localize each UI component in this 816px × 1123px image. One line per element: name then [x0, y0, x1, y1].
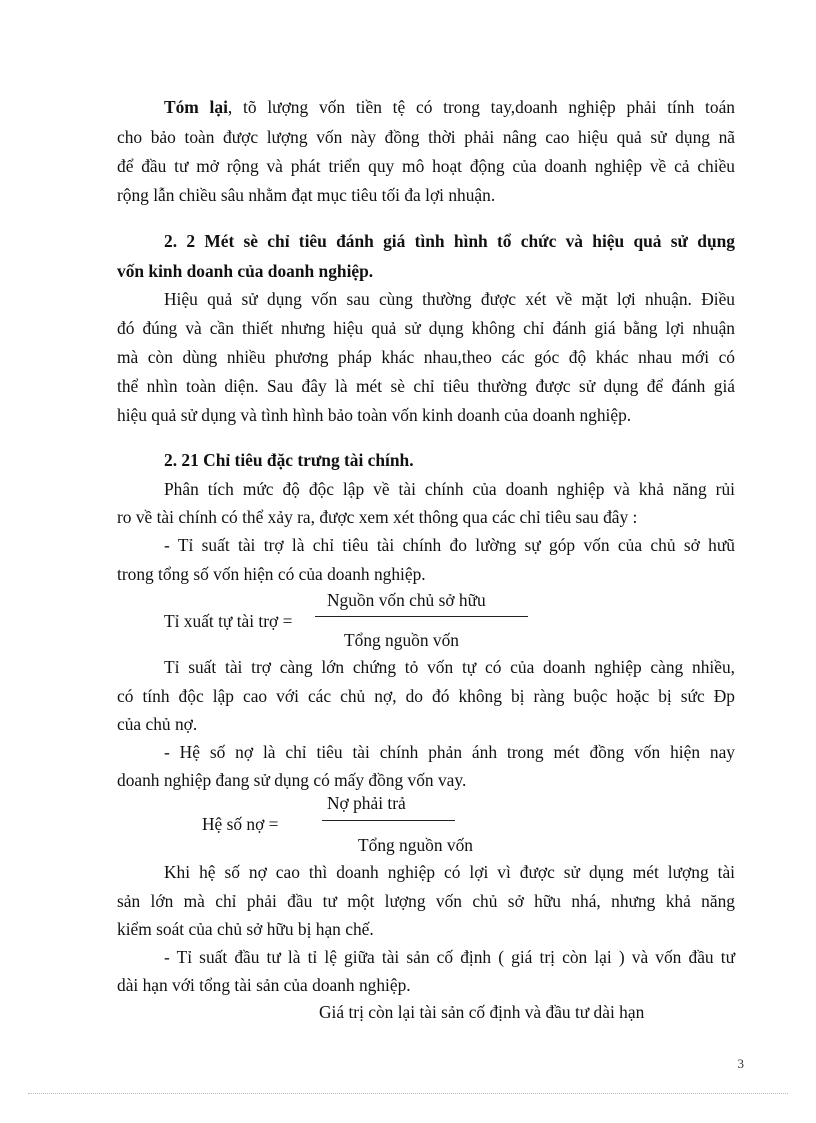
paragraph-2-line-1: Hiệu quả sử dụng vốn sau cùng thường được xét về mặt lợi nhuận. Điều — [164, 289, 735, 309]
paragraph-5-line-1: Khi hệ số nợ cao thì doanh nghiệp có lợi vì được sử dụng mét lượng tài — [164, 862, 735, 882]
formula-1-denominator: Tổng nguồn vốn — [344, 630, 459, 650]
section-heading-2-2-line-1: 2. 2 Mét sè chỉ tiêu đánh giá tình hình tổ chức và hiệu quả sử dụng — [164, 231, 735, 251]
paragraph-4-line-1: Tỉ suất tài trợ càng lớn chứng tỏ vốn tự có của doanh nghiệp càng nhiều, — [164, 657, 735, 677]
formula-2-numerator: Nợ phải trả — [327, 793, 406, 813]
paragraph-2-line-2: đó đúng và cần thiết nhưng hiệu quả sử dụng không chỉ đánh giá bằng lợi nhuận — [117, 318, 735, 338]
paragraph-4-line-2: có tính độc lập cao với các chủ nợ, do đó không bị ràng buộc hoặc bị sức Ðp — [117, 686, 735, 706]
bullet-1-line-1: - Tỉ suất tài trợ là chỉ tiêu tài chính đo lường sự góp vốn của chủ sở hưũ — [164, 535, 735, 555]
bullet-2-line-2: doanh nghiệp đang sử dụng có mấy đồng vốn vay. — [117, 770, 467, 790]
formula-2-label: Hệ số nợ = — [202, 814, 279, 834]
bold-lead: Tóm lại — [164, 97, 228, 117]
formula-2-fraction-bar — [322, 820, 455, 821]
paragraph-1-line-2: cho bảo toàn được lượng vốn này đồng thời phải nâng cao hiệu quả sử dụng nã — [117, 127, 735, 147]
paragraph-3-line-2: ro về tài chính có thể xảy ra, được xem xét thông qua các chỉ tiêu sau đây : — [117, 507, 638, 527]
paragraph-5-line-3: kiểm soát của chủ sở hữu bị hạn chế. — [117, 919, 374, 939]
formula-1-numerator: Nguồn vốn chủ sở hữu — [327, 590, 486, 610]
paragraph-3-line-1: Phân tích mức độ độc lập về tài chính của doanh nghiệp và khả năng rủi — [164, 479, 735, 499]
section-heading-2-21: 2. 21 Chỉ tiêu đặc trưng tài chính. — [164, 450, 414, 470]
formula-2-denominator: Tổng nguồn vốn — [358, 835, 473, 855]
section-heading-2-2-line-2: vốn kinh doanh của doanh nghiệp. — [117, 261, 374, 281]
paragraph-2-line-5: hiệu quả sử dụng và tình hình bảo toàn vốn kinh doanh của doanh nghiệp. — [117, 405, 632, 425]
formula-1-label: Tỉ xuất tự tài trợ = — [164, 611, 293, 631]
paragraph-5-line-2: sản lớn mà chỉ phải đầu tư một lượng vốn chủ sở hữu nhá, nhưng khả năng — [117, 891, 735, 911]
paragraph-1-line-1 — [164, 96, 735, 118]
paragraph-2-line-3: mà còn dùng nhiều phương pháp khác nhau,theo các góc độ khác nhau mới có — [117, 347, 735, 367]
paragraph-1-line-4: rộng lẫn chiều sâu nhằm đạt mục tiêu tối đa lợi nhuận. — [117, 185, 496, 205]
page-bottom-divider — [28, 1093, 788, 1094]
paragraph-2-line-4: thể nhìn toàn diện. Sau đây là mét sè chỉ tiêu thường được sử dụng để đánh giá — [117, 376, 735, 396]
paragraph-1-line-3: để đầu tư mở rộng và phát triển quy mô hoạt động của doanh nghiệp về cả chiều — [117, 156, 735, 176]
paragraph-4-line-3: của chủ nợ. — [117, 714, 198, 734]
formula-3-numerator: Giá trị còn lại tài sản cố định và đầu tư dài hạn — [319, 1002, 645, 1022]
bullet-3-line-2: dài hạn với tổng tài sản của doanh nghiệp. — [117, 975, 411, 995]
formula-1-fraction-bar — [315, 616, 528, 617]
page-number: 3 — [737, 1056, 744, 1071]
bullet-2-line-1: - Hệ số nợ là chỉ tiêu tài chính phản ánh trong mét đồng vốn hiện nay — [164, 742, 735, 762]
bullet-3-line-1: - Tỉ suất đầu tư là tỉ lệ giữa tài sản cố định ( giá trị còn lại ) và vốn đầu tư — [164, 947, 735, 967]
paragraph-1-line-1-text: , tõ lượng vốn tiền tệ có trong tay,doanh nghiệp phải tính toán — [227, 97, 735, 117]
bullet-1-line-2: trong tổng số vốn hiện có của doanh nghiệp. — [117, 564, 426, 584]
